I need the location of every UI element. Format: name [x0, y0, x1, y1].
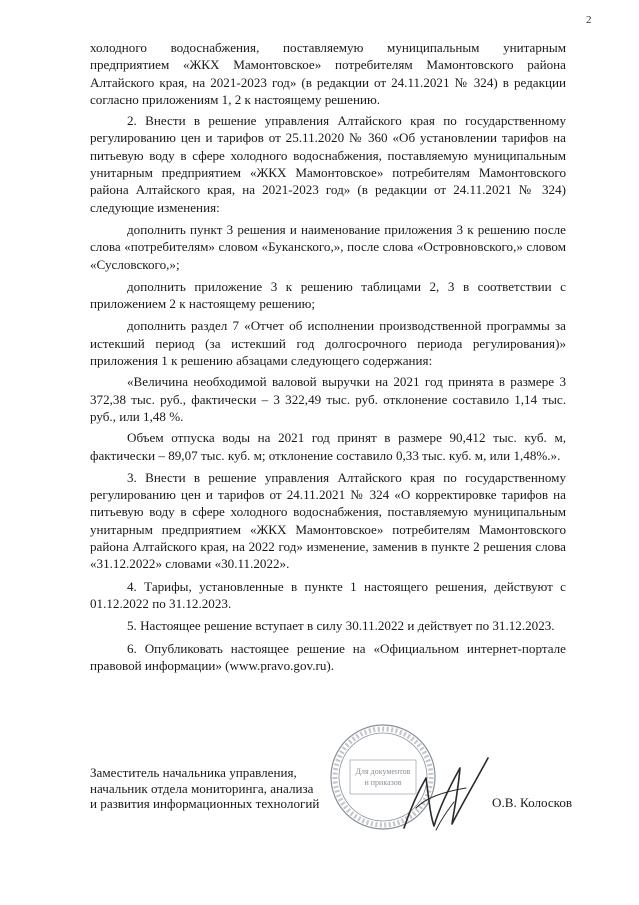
signatory-position-line: и развития информационных технологий: [90, 796, 320, 811]
paragraph-water-volume-quote: Объем отпуска воды на 2021 год принят в размере 90,412 тыс. куб. м, фактически – 89,07 тыс. куб. м; отклонение составило 0,33 тыс. куб. м, или 1,48%.».: [90, 430, 566, 463]
signatory-position: [90, 765, 390, 812]
paragraph-item-5: 5. Настоящее решение вступает в силу 30.11.2022 и действует по 31.12.2023.: [127, 618, 555, 634]
paragraph-item-3: 3. Внести в решение управления Алтайского края по государственному регулированию цен и тарифов от 24.11.2021 № 324 «О корректировке тарифов на питьевую воду в сфере холодного водоснабжения, поставляемую муниципальным унитарным предприятием «ЖКХ Мамонтовское» потребителям Мамонтовского района Алтайского края, на 2022 год» изменение, заменив в пункте 2 решения слова «31.12.2022» словами «30.11.2022».: [90, 469, 566, 572]
document-body: [90, 39, 566, 679]
paragraph-continuation: холодного водоснабжения, поставляемую муниципальным унитарным предприятием «ЖКХ Мамонтовское» потребителям Мамонтовского района Алтайского края, на 2021-2023 год» (в редакции от 24.11.2021 № 324) в редакции согласно приложениям 1, 2 к настоящему решению.: [90, 40, 566, 107]
paragraph-amendment-point-3: дополнить пункт 3 решения и наименование приложения 3 к решению после слова «потребителям» словом «Буканского,», после слова «Островновского,» словом «Сусловского,»;: [90, 221, 566, 272]
stamp-line-1: Для документов: [355, 767, 411, 776]
paragraph-item-2: 2. Внести в решение управления Алтайского края по государственному регулированию цен и тарифов от 25.11.2020 № 360 «Об установлении тарифов на питьевую воду в сфере холодного водоснабжения, поставляемую муниципальным унитарным предприятием «ЖКХ Мамонтовское» потребителям Мамонтовского района Алтайского края, на 2021-2023 год» (в редакции от 24.11.2021 № 324) следующие изменения:: [90, 113, 566, 215]
paragraph-amendment-section-7: дополнить раздел 7 «Отчет об исполнении производственной программы за истекший период (за истекший год долгосрочного периода регулирования)» приложения 1 к решению абзацами следующего содержания:: [90, 318, 566, 369]
paragraph-item-4: 4. Тарифы, установленные в пункте 1 настоящего решения, действуют с 01.12.2022 по 31.12.2023.: [90, 578, 566, 611]
signatory-position-line: начальник отдела мониторинга, анализа: [90, 780, 314, 796]
paragraph-item-6: 6. Опубликовать настоящее решение на «Официальном интернет-портале правовой информации» (www.pravo.gov.ru).: [90, 640, 566, 673]
page-number: 2: [586, 14, 592, 26]
stamp-line-2: и приказов: [364, 778, 402, 787]
signatory-position-line: Заместитель начальника управления,: [90, 765, 297, 780]
paragraph-revenue-quote: «Величина необходимой валовой выручки на 2021 год принята в размере 3 372,38 тыс. руб., фактически – 3 322,49 тыс. руб. отклонение составило 1,14 тыс. руб., или 1,48 %.: [90, 374, 566, 424]
signatory-name: О.В. Колосков: [492, 795, 573, 810]
handwritten-signature: [396, 748, 496, 848]
paragraph-amendment-appendix-3: дополнить приложение 3 к решению таблицами 2, 3 в соответствии с приложением 2 к настоящему решению;: [90, 278, 566, 312]
